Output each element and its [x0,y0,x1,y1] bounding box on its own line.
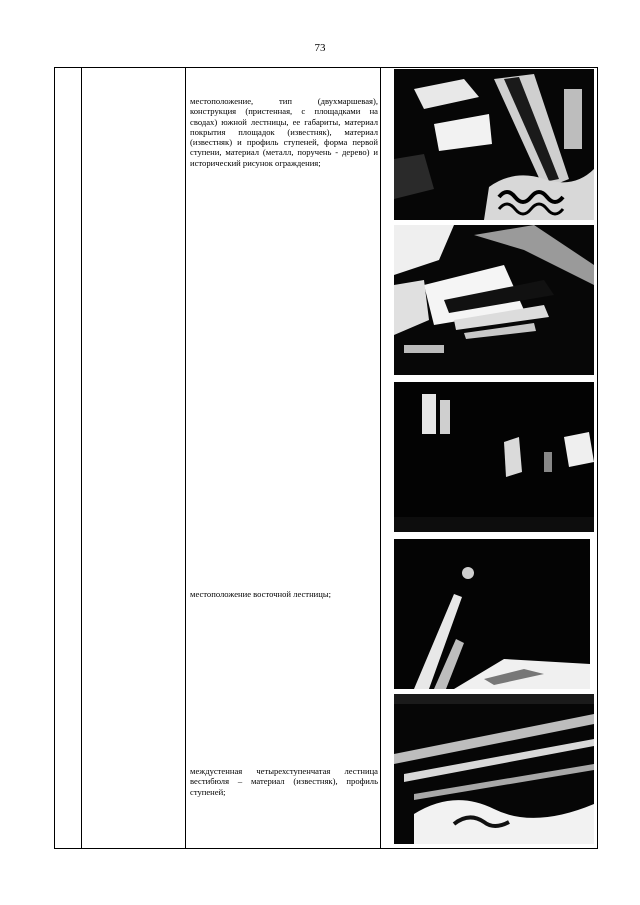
photo-south-staircase-railing [394,69,594,220]
table-column-divider [81,68,82,848]
photo-east-staircase [394,539,590,689]
photo-vestibule-steps [394,694,594,844]
photo-south-staircase-landing [394,225,594,375]
table-column-divider [185,68,186,848]
cell-description-east-staircase: местоположение восточной лестницы; [190,589,332,599]
page-number: 73 [314,42,326,54]
cell-description-south-staircase: местоположение, тип (двухмаршевая), конструкция (пристенная, с площадками на сводах) южной лестницы, ее габариты, материал покрытия площадок (известняк), материал (известняк) и профиль ступеней, форма первой ступени, материал (металл, поручень - дерево) и исторический рисунок ограждения; [190,96,378,168]
cell-description-vestibule-staircase: междустенная четырехступенчатая лестница вестибюля – материал (известняк), профиль ступеней; [190,766,378,797]
document-table [54,67,598,849]
table-column-divider [380,68,381,848]
photo-south-staircase-interior [394,382,594,532]
